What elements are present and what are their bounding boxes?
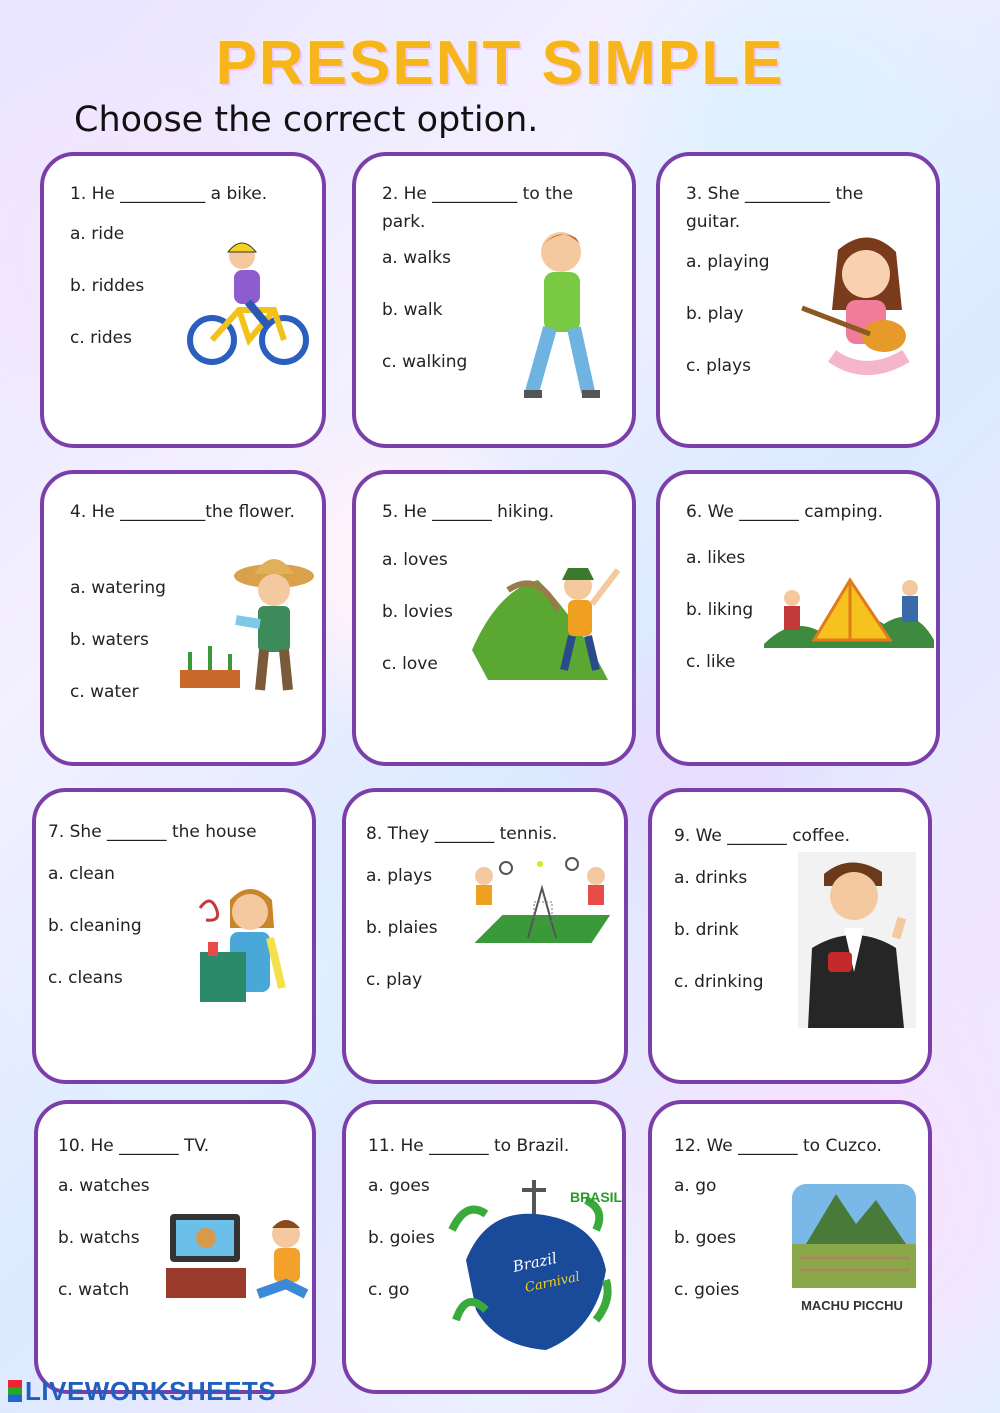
question-text: 11. He _______ to Brazil. bbox=[368, 1136, 570, 1156]
option-b[interactable]: b. plaies bbox=[366, 918, 438, 938]
option-c[interactable]: c. plays bbox=[686, 356, 752, 376]
question-card-5 bbox=[352, 470, 636, 766]
question-card-10 bbox=[34, 1100, 316, 1394]
option-a[interactable]: a. likes bbox=[686, 548, 746, 568]
option-c[interactable]: c. love bbox=[382, 654, 438, 674]
option-a[interactable]: a. clean bbox=[48, 864, 115, 884]
instruction: Choose the correct option. bbox=[74, 100, 539, 140]
question-text: 5. He _______ hiking. bbox=[382, 502, 555, 522]
question-card-11 bbox=[342, 1100, 626, 1394]
question-card-3 bbox=[656, 152, 940, 448]
question-text: 10. He _______ TV. bbox=[58, 1136, 210, 1156]
page-title: PRESENT SIMPLE bbox=[215, 29, 785, 98]
question-text: 8. They _______ tennis. bbox=[366, 824, 558, 844]
camping-tent-icon bbox=[764, 564, 934, 648]
question-text: 1. He __________ a bike. bbox=[70, 184, 268, 204]
option-b[interactable]: b. liking bbox=[686, 600, 754, 620]
walking-boy-icon bbox=[506, 224, 606, 404]
option-a[interactable]: a. walks bbox=[382, 248, 451, 268]
question-text: 3. She __________ the guitar. bbox=[686, 184, 864, 232]
option-a[interactable]: a. plays bbox=[366, 866, 433, 886]
question-card-4 bbox=[40, 470, 326, 766]
logo-icon bbox=[8, 1380, 22, 1402]
option-b[interactable]: b. play bbox=[686, 304, 744, 324]
option-b[interactable]: b. drink bbox=[674, 920, 739, 940]
option-c[interactable]: c. go bbox=[368, 1280, 410, 1300]
hiker-icon bbox=[468, 550, 628, 690]
option-a[interactable]: a. ride bbox=[70, 224, 125, 244]
option-a[interactable]: a. playing bbox=[686, 252, 770, 272]
question-text: 6. We _______ camping. bbox=[686, 502, 884, 522]
brazil-map-icon bbox=[446, 1170, 623, 1368]
tv-boy-icon bbox=[166, 1204, 312, 1314]
question-text: 9. We _______ coffee. bbox=[674, 826, 850, 846]
brasil-label: BRASIL bbox=[570, 1189, 623, 1205]
option-b[interactable]: b. goies bbox=[368, 1228, 435, 1248]
option-b[interactable]: b. walk bbox=[382, 300, 443, 320]
question-text: 4. He __________the flower. bbox=[70, 502, 295, 522]
option-c[interactable]: c. goies bbox=[674, 1280, 740, 1300]
question-card-2 bbox=[352, 152, 636, 448]
cleaning-woman-icon bbox=[186, 878, 296, 1008]
question-text: 7. She _______ the house bbox=[48, 822, 257, 842]
option-a[interactable]: a. drinks bbox=[674, 868, 748, 888]
option-a[interactable]: a. goes bbox=[368, 1176, 430, 1196]
machu-picchu-caption: MACHU PICCHU bbox=[801, 1298, 903, 1313]
guitar-girl-icon bbox=[798, 230, 918, 380]
option-b[interactable]: b. riddes bbox=[70, 276, 145, 296]
option-b[interactable]: b. watchs bbox=[58, 1228, 140, 1248]
option-a[interactable]: a. loves bbox=[382, 550, 448, 570]
question-card-9 bbox=[648, 788, 932, 1084]
option-b[interactable]: b. cleaning bbox=[48, 916, 142, 936]
option-c[interactable]: c. watch bbox=[58, 1280, 130, 1300]
option-c[interactable]: c. rides bbox=[70, 328, 132, 348]
question-text: 12. We _______ to Cuzco. bbox=[674, 1136, 882, 1156]
question-card-1 bbox=[40, 152, 326, 448]
option-c[interactable]: c. cleans bbox=[48, 968, 123, 988]
question-card-6 bbox=[656, 470, 940, 766]
brazil-label: Brazil bbox=[511, 1249, 559, 1276]
question-card-8 bbox=[342, 788, 628, 1084]
option-a[interactable]: a. go bbox=[674, 1176, 717, 1196]
tennis-court-icon bbox=[462, 858, 618, 950]
coffee-man-icon bbox=[798, 852, 916, 1028]
liveworksheets-logo: LIVEWORKSHEETS bbox=[8, 1376, 276, 1407]
watering-boy-icon bbox=[176, 550, 322, 710]
option-b[interactable]: b. lovies bbox=[382, 602, 453, 622]
option-c[interactable]: c. drinking bbox=[674, 972, 764, 992]
option-c[interactable]: c. like bbox=[686, 652, 736, 672]
option-c[interactable]: c. walking bbox=[382, 352, 468, 372]
option-c[interactable]: c. play bbox=[366, 970, 423, 990]
option-b[interactable]: b. goes bbox=[674, 1228, 737, 1248]
carnival-label: Carnival bbox=[523, 1269, 582, 1296]
option-a[interactable]: a. watches bbox=[58, 1176, 150, 1196]
option-b[interactable]: b. waters bbox=[70, 630, 149, 650]
bike-rider-icon bbox=[184, 230, 314, 370]
machu-picchu-icon bbox=[786, 1184, 920, 1318]
option-a[interactable]: a. watering bbox=[70, 578, 166, 598]
option-c[interactable]: c. water bbox=[70, 682, 139, 702]
question-card-12 bbox=[648, 1100, 932, 1394]
question-text: 2. He __________ to the park. bbox=[382, 184, 574, 232]
question-card-7 bbox=[32, 788, 316, 1084]
